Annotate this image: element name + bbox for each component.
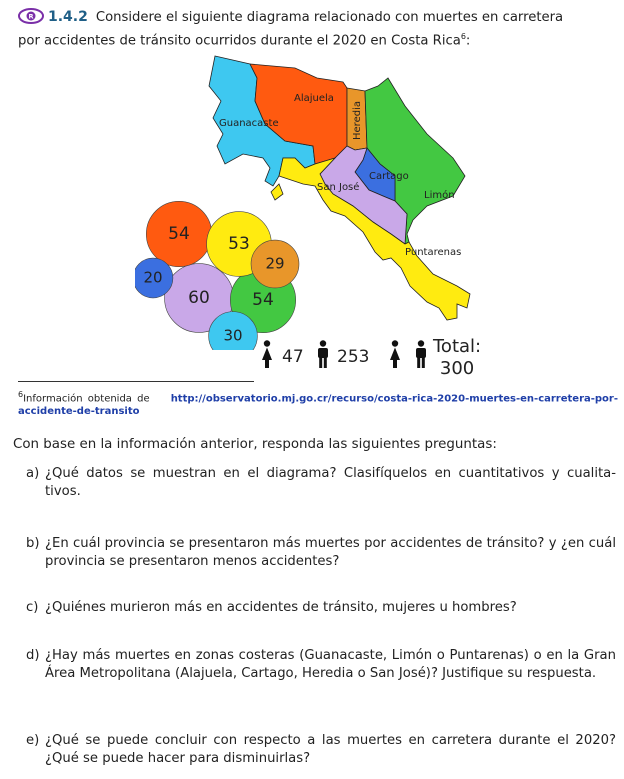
question-text: ¿En cuál provincia se presentaron más muertes por accidentes de tránsito? y ¿en cuál provincia se presentaron menos accidentes? (45, 536, 616, 569)
footnote-number: 6 (18, 390, 24, 399)
question-letter: b) (26, 536, 40, 551)
instructions: Con base en la información anterior, responda las siguientes preguntas: (13, 437, 497, 452)
bubble-label: 54 (168, 224, 190, 244)
bubble-label: 54 (252, 290, 274, 310)
bubble-label: 30 (223, 326, 243, 345)
question-e (26, 732, 616, 768)
map-label-cartago: Cartago (369, 171, 409, 182)
map-label-heredia: Heredia (352, 101, 363, 140)
men-count: 253 (337, 347, 370, 367)
bubble-label: 60 (188, 288, 210, 308)
question-letter: e) (26, 733, 40, 748)
man-icon-2 (414, 340, 428, 372)
question-c (26, 599, 616, 617)
question-b (26, 535, 616, 571)
women-count: 47 (282, 347, 304, 367)
map-label-limon: Limón (424, 190, 455, 201)
question-a (26, 465, 616, 501)
svg-text:R: R (28, 12, 34, 21)
footnote-ref: 6 (460, 32, 466, 41)
bubble-label: 20 (143, 268, 163, 287)
question-text: ¿Qué datos se muestran en el diagrama? Clasifíquelos en cuantitativos y cualita- tivos. (45, 466, 616, 499)
total-label: Total: 300 (433, 336, 482, 379)
eye-icon (18, 8, 44, 24)
intro-text-line2: por accidentes de tránsito ocurridos durante el 2020 en Costa Rica$^6$: (18, 32, 471, 49)
question-letter: a) (26, 466, 40, 481)
exercise-heading (18, 8, 618, 27)
women-icon-1 (260, 340, 274, 372)
exercise-number: 1.4.2 (48, 9, 88, 25)
question-text: ¿Qué se puede concluir con respecto a las muertes en carretera durante el 2020? ¿Qué se puede hacer para disminuirlas? (45, 733, 616, 766)
bubble-label: 53 (228, 234, 250, 254)
question-d (26, 647, 616, 683)
bubble-chart (135, 192, 305, 350)
map-label-alajuela: Alajuela (294, 93, 334, 104)
map-label-puntarenas: Puntarenas (405, 247, 462, 258)
footnote-divider (18, 381, 254, 382)
man-icon-1 (316, 340, 330, 372)
question-letter: c) (26, 600, 39, 615)
question-text: ¿Quiénes murieron más en accidentes de tránsito, mujeres u hombres? (45, 600, 517, 615)
footnote-link[interactable]: http://observatorio.mj.go.cr/recurso/costa-rica-2020-muertes-en-carretera-por-accidente-de-transito (18, 393, 619, 418)
intro-text-line1: Considere el siguiente diagrama relacionado con muertes en carretera (95, 10, 564, 25)
footnote-text: Información obtenida de (23, 393, 150, 405)
women-icon-2 (388, 340, 402, 372)
total-value: 300 (439, 358, 475, 379)
question-letter: d) (26, 648, 40, 663)
question-text: ¿Hay más muertes en zonas costeras (Guanacaste, Limón o Puntarenas) o en la Gran Área Metropolitana (Alajuela, Cartago, Heredia o San José)? Justifique su respuesta. (45, 648, 616, 681)
map-label-guanacaste: Guanacaste (219, 118, 279, 129)
bubble-label: 29 (265, 254, 285, 273)
map-label-sanjose: San José (317, 182, 360, 193)
footnote (18, 388, 618, 418)
